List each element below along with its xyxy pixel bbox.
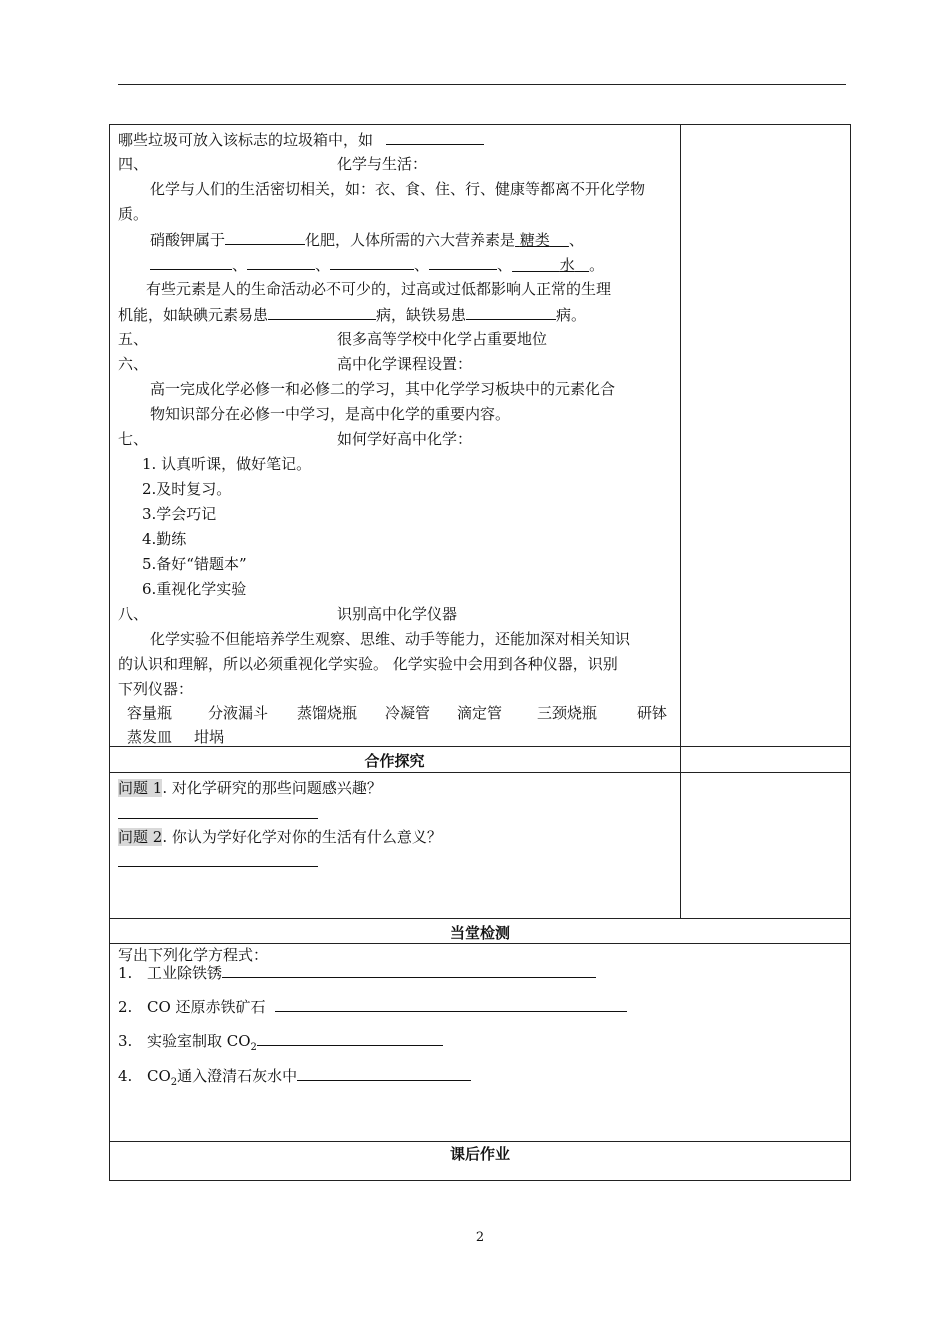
section-6-title: 高中化学课程设置：: [337, 355, 473, 373]
study-tip-item: 6.重视化学实验: [142, 580, 247, 598]
nutrient-blank[interactable]: [150, 255, 232, 270]
nutrient-blank[interactable]: [330, 255, 414, 270]
equation-answer-line[interactable]: [297, 1066, 471, 1081]
row-divider: [109, 772, 851, 773]
page-number: 2: [475, 1230, 485, 1245]
cooperative-inquiry-heading: 合作探究: [364, 752, 425, 770]
s4-text: 化肥，人体所需的六大营养素是: [305, 231, 516, 249]
row-divider: [109, 1141, 851, 1142]
study-tip-item: 5.备好“错题本”: [142, 555, 247, 573]
homework-heading: 课后作业: [449, 1145, 510, 1163]
question-2-answer-line[interactable]: [118, 866, 318, 867]
question-2: [118, 828, 442, 846]
question-1-answer-line[interactable]: [118, 818, 318, 819]
s8-paragraph-1b: 的认识和理解，所以必须重视化学实验。 化学实验中会用到各种仪器，识别: [118, 655, 618, 673]
question-2-text: . 你认为学好化学对你的生活有什么意义？: [162, 828, 442, 846]
row-divider: [109, 918, 851, 919]
section-4-title: 化学与生活：: [337, 155, 428, 173]
section-5-title: 很多高等学校中化学占重要地位: [337, 330, 548, 348]
iron-disease-blank[interactable]: [466, 305, 556, 320]
equation-item: 1. 工业除铁锈: [118, 963, 596, 982]
in-class-test-heading: 当堂检测: [449, 924, 510, 942]
answer-blank[interactable]: [386, 130, 484, 145]
s6-paragraph-1b: 物知识部分在必修一中学习，是高中化学的重要内容。: [150, 405, 511, 423]
section-5-number: 五、: [118, 330, 149, 348]
instrument-label: 蒸发皿: [127, 728, 173, 746]
nutrient-sugar-answer: 糖类: [519, 231, 550, 249]
row-divider: [109, 943, 851, 944]
equation-answer-line[interactable]: [222, 963, 596, 978]
instrument-label: 坩埚: [194, 728, 225, 746]
iodine-disease-blank[interactable]: [268, 305, 376, 320]
instrument-label: 研钵: [637, 704, 668, 722]
s3-tail-line: [118, 130, 484, 149]
instrument-label: 分液漏斗: [208, 704, 269, 722]
section-7-title: 如何学好高中化学：: [337, 430, 473, 448]
s8-paragraph-1a: 化学实验不但能培养学生观察、思维、动手等能力，还能加深对相关知识: [150, 630, 631, 648]
s4-paragraph-4b: 机能，如缺碘元素易患 病，缺铁易患 病。: [118, 306, 587, 324]
equation-answer-line[interactable]: [275, 997, 627, 1012]
s4-text: 硝酸钾属于: [150, 231, 226, 249]
row-divider: [109, 746, 851, 747]
equation-item: 2. CO 还原赤铁矿石: [118, 997, 627, 1016]
nutrient-water-answer: 水: [559, 256, 575, 274]
s4-paragraph-1b: 质。: [118, 205, 149, 223]
instrument-label: 容量瓶: [127, 704, 173, 722]
section-8-number: 八、: [118, 605, 149, 623]
instrument-label: 蒸馏烧瓶: [297, 704, 358, 722]
study-tip-item: 3.学会巧记: [142, 505, 217, 523]
s4-nutrients-line: [150, 230, 584, 249]
question-1-label: 问题 1: [118, 779, 163, 797]
equation-item: 3. 实验室制取 $CO_2$: [118, 1031, 443, 1050]
s4-text: 、: [568, 231, 584, 249]
fertilizer-blank[interactable]: [225, 230, 305, 245]
question-2-label: 问题 2: [118, 828, 163, 846]
nutrient-blank[interactable]: [429, 255, 497, 270]
in-class-test-intro: 写出下列化学方程式：: [118, 946, 269, 964]
study-tip-item: 4.勤练: [142, 530, 187, 548]
section-6-number: 六、: [118, 355, 149, 373]
s8-paragraph-1c: 下列仪器：: [118, 680, 194, 698]
equation-item: 4. $CO_2$通入澄清石灰水中: [118, 1066, 471, 1085]
s4-paragraph-4a: 有些元素是人的生命活动必不可少的，过高或过低都影响人正常的生理: [146, 280, 612, 298]
header-rule: [118, 84, 846, 85]
study-tip-item: 2.及时复习。: [142, 480, 232, 498]
instrument-label: 滴定管: [457, 704, 503, 722]
s4-nutrients-blanks: 、 、 、 、 水 。: [150, 255, 604, 274]
question-1-text: . 对化学研究的那些问题感兴趣？: [162, 779, 382, 797]
s4-paragraph-1a: 化学与人们的生活密切相关，如：衣、食、住、行、健康等都离不开化学物: [150, 180, 646, 198]
question-1: [118, 779, 382, 797]
equation-answer-line[interactable]: [257, 1031, 443, 1046]
notes-column-divider: [680, 124, 681, 918]
s6-paragraph-1a: 高一完成化学必修一和必修二的学习，其中化学学习板块中的元素化合: [150, 380, 616, 398]
study-tip-item: 1. 认真听课，做好笔记。: [142, 455, 312, 473]
instrument-label: 冷凝管: [385, 704, 431, 722]
s3-tail-text: 哪些垃圾可放入该标志的垃圾箱中，如: [118, 131, 374, 149]
nutrient-blank[interactable]: [247, 255, 315, 270]
section-8-title: 识别高中化学仪器: [337, 605, 458, 623]
section-4-number: 四、: [118, 155, 149, 173]
instrument-label: 三颈烧瓶: [537, 704, 598, 722]
section-7-number: 七、: [118, 430, 149, 448]
